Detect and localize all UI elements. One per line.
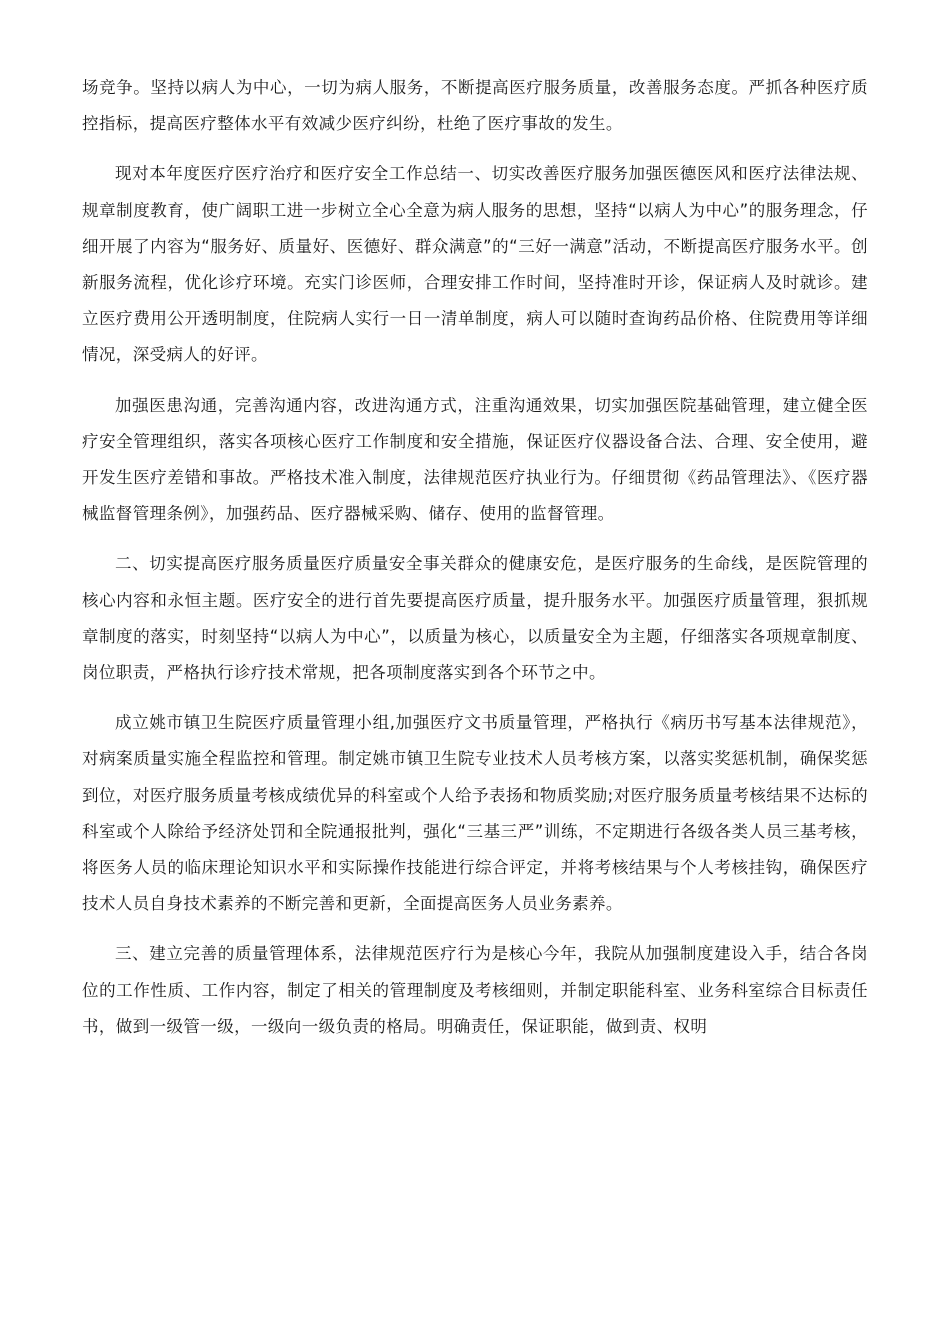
document-body (82, 70, 868, 1059)
paragraph-1: 场竞争。坚持以病人为中心，一切为病人服务，不断提高医疗服务质量，改善服务态度。严抓各种医疗质控指标，提高医疗整体水平有效减少医疗纠纷，杜绝了医疗事故的发生。 (82, 78, 868, 134)
paragraph-6: 三、建立完善的质量管理体系，法律规范医疗行为是核心今年，我院从加强制度建设入手，结合各岗位的工作性质、工作内容，制定了相关的管理制度及考核细则，并制定职能科室、业务科室综合目标责任书，做到一级管一级，一级向一级负责的格局。明确责任，保证职能，做到责、权明 (82, 944, 868, 1036)
paragraph-4: 二、切实提高医疗服务质量医疗质量安全事关群众的健康安危，是医疗服务的生命线，是医院管理的核心内容和永恒主题。医疗安全的进行首先要提高医疗质量，提升服务水平。加强医疗质量管理，狠抓规章制度的落实，时刻坚持“以病人为中心”，以质量为核心，以质量安全为主题，仔细落实各项规章制度、岗位职责，严格执行诊疗技术常规，把各项制度落实到各个环节之中。 (82, 554, 868, 683)
paragraph-5: 成立姚市镇卫生院医疗质量管理小组,加强医疗文书质量管理，严格执行《病历书写基本法律规范》，对病案质量实施全程监控和管理。制定姚市镇卫生院专业技术人员考核方案，以落实奖惩机制，确保奖惩到位，对医疗服务质量考核成绩优异的科室或个人给予表扬和物质奖励;对医疗服务质量考核结果不达标的科室或个人除给予经济处罚和全院通报批判，强化“三基三严”训练，不定期进行各级各类人员三基考核，将医务人员的临床理论知识水平和实际操作技能进行综合评定，并将考核结果与个人考核挂钩，确保医疗技术人员自身技术素养的不断完善和更新，全面提高医务人员业务素养。 (82, 713, 868, 914)
paragraph-2: 现对本年度医疗医疗治疗和医疗安全工作总结一、切实改善医疗服务加强医德医风和医疗法律法规、规章制度教育，使广阔职工进一步树立全心全意为病人服务的思想，坚持“以病人为中心”的服务理念，仔细开展了内容为“服务好、质量好、医德好、群众满意”的“三好一满意”活动，不断提高医疗服务水平。创新服务流程，优化诊疗环境。充实门诊医师，合理安排工作时间，坚持准时开诊，保证病人及时就诊。建立医疗费用公开透明制度，住院病人实行一日一清单制度，病人可以随时查询药品价格、住院费用等详细情况，深受病人的好评。 (82, 164, 868, 365)
paragraph-3: 加强医患沟通，完善沟通内容，改进沟通方式，注重沟通效果，切实加强医院基础管理，建立健全医疗安全管理组织，落实各项核心医疗工作制度和安全措施，保证医疗仪器设备合法、合理、安全使用，避开发生医疗差错和事故。严格技术准入制度，法律规范医疗执业行为。仔细贯彻《药品管理法》、《医疗器械监督管理条例》，加强药品、医疗器械采购、储存、使用的监督管理。 (82, 395, 868, 524)
